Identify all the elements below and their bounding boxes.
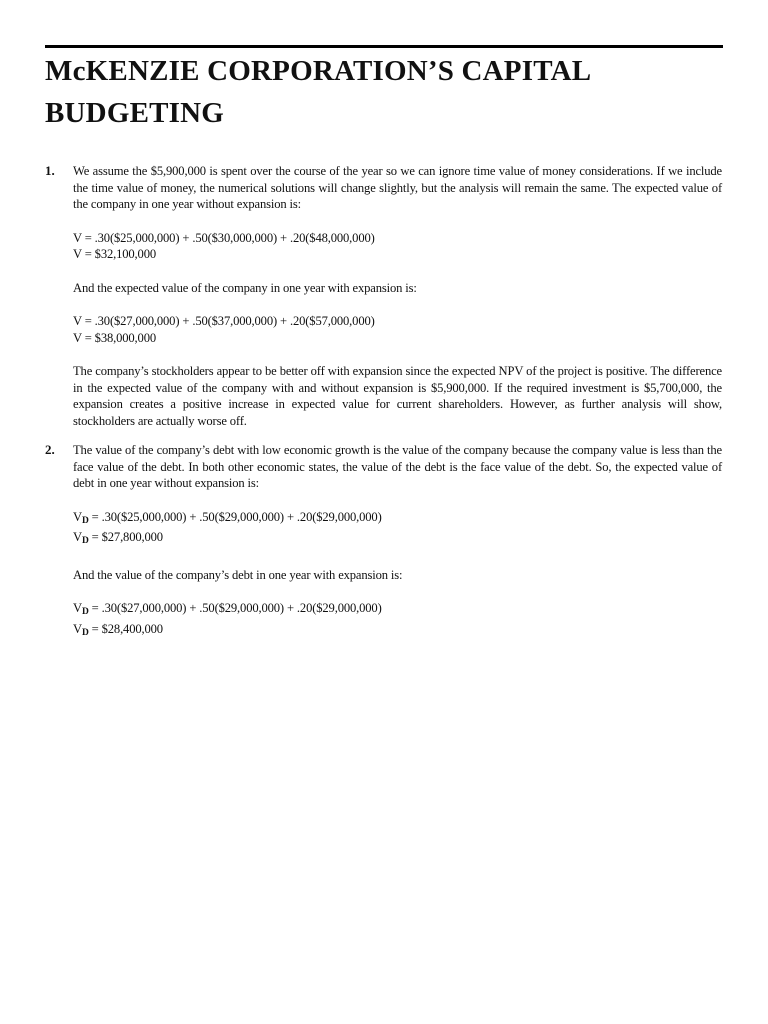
equation-rest: = .30($27,000,000) + .50($29,000,000) + .20($29,000,000): [91, 601, 382, 615]
variable: V: [73, 509, 82, 524]
paragraph-mid: And the value of the company’s debt in one year with expansion is:: [73, 567, 403, 582]
page-title: McKENZIE CORPORATION’S CAPITAL BUDGETING: [45, 55, 590, 129]
equation-result: [73, 529, 722, 550]
equation-result: V = $32,100,000: [73, 247, 156, 261]
equation-line: [73, 509, 722, 530]
question-1: [45, 163, 722, 429]
paragraph-mid: And the expected value of the company in one year with expansion is:: [73, 280, 417, 295]
subscript: D: [81, 607, 89, 617]
subscript: D: [81, 515, 89, 526]
item-number: 2.: [45, 442, 55, 457]
item-number: 1.: [45, 163, 55, 178]
equation-result: V = $38,000,000: [73, 330, 156, 345]
equation-rest: = .30($25,000,000) + .50($29,000,000) + .20($29,000,000): [91, 509, 382, 524]
paragraph-conclusion: The company’s stockholders appear to be better off with expansion since the expected NPV of the project is positive. The difference in the expected value of the company with and without expansion is $5,900,000. If the required investment is $5,700,000, the expansion creates a positive increase in expected value for current shareholders. However, as further analysis will show, stockholders are actually worse off.: [73, 364, 722, 428]
question-2: [45, 442, 722, 641]
subscript: D: [81, 627, 89, 638]
variable: V: [73, 530, 82, 544]
variable: V: [73, 621, 82, 636]
paragraph-intro: The value of the company’s debt with low economic growth is the value of the company because the company value is less than the face value of the debt. In both other economic states, the value of the debt is the face value of the debt. So, the expected value of debt in one year without expansion is:: [73, 443, 722, 490]
equation-line: V = .30($27,000,000) + .50($37,000,000) + .20($57,000,000): [73, 314, 375, 328]
subscript: D: [81, 536, 89, 546]
item-body: [73, 442, 722, 641]
equation-rest: = $27,800,000: [91, 530, 163, 544]
item-body: [73, 163, 722, 429]
top-rule: [45, 45, 723, 48]
equation-result: [73, 621, 722, 642]
paragraph-intro: We assume the $5,900,000 is spent over the course of the year so we can ignore time value of money considerations. If we include the time value of money, the numerical solutions will change slightly, but the analysis will remain the same. The expected value of the company in one year without expansion is:: [73, 164, 722, 211]
equation-line: [73, 600, 722, 621]
equation-rest: = $28,400,000: [91, 621, 163, 636]
variable: V: [73, 601, 82, 615]
equation-line: V = .30($25,000,000) + .50($30,000,000) + .20($48,000,000): [73, 230, 375, 245]
